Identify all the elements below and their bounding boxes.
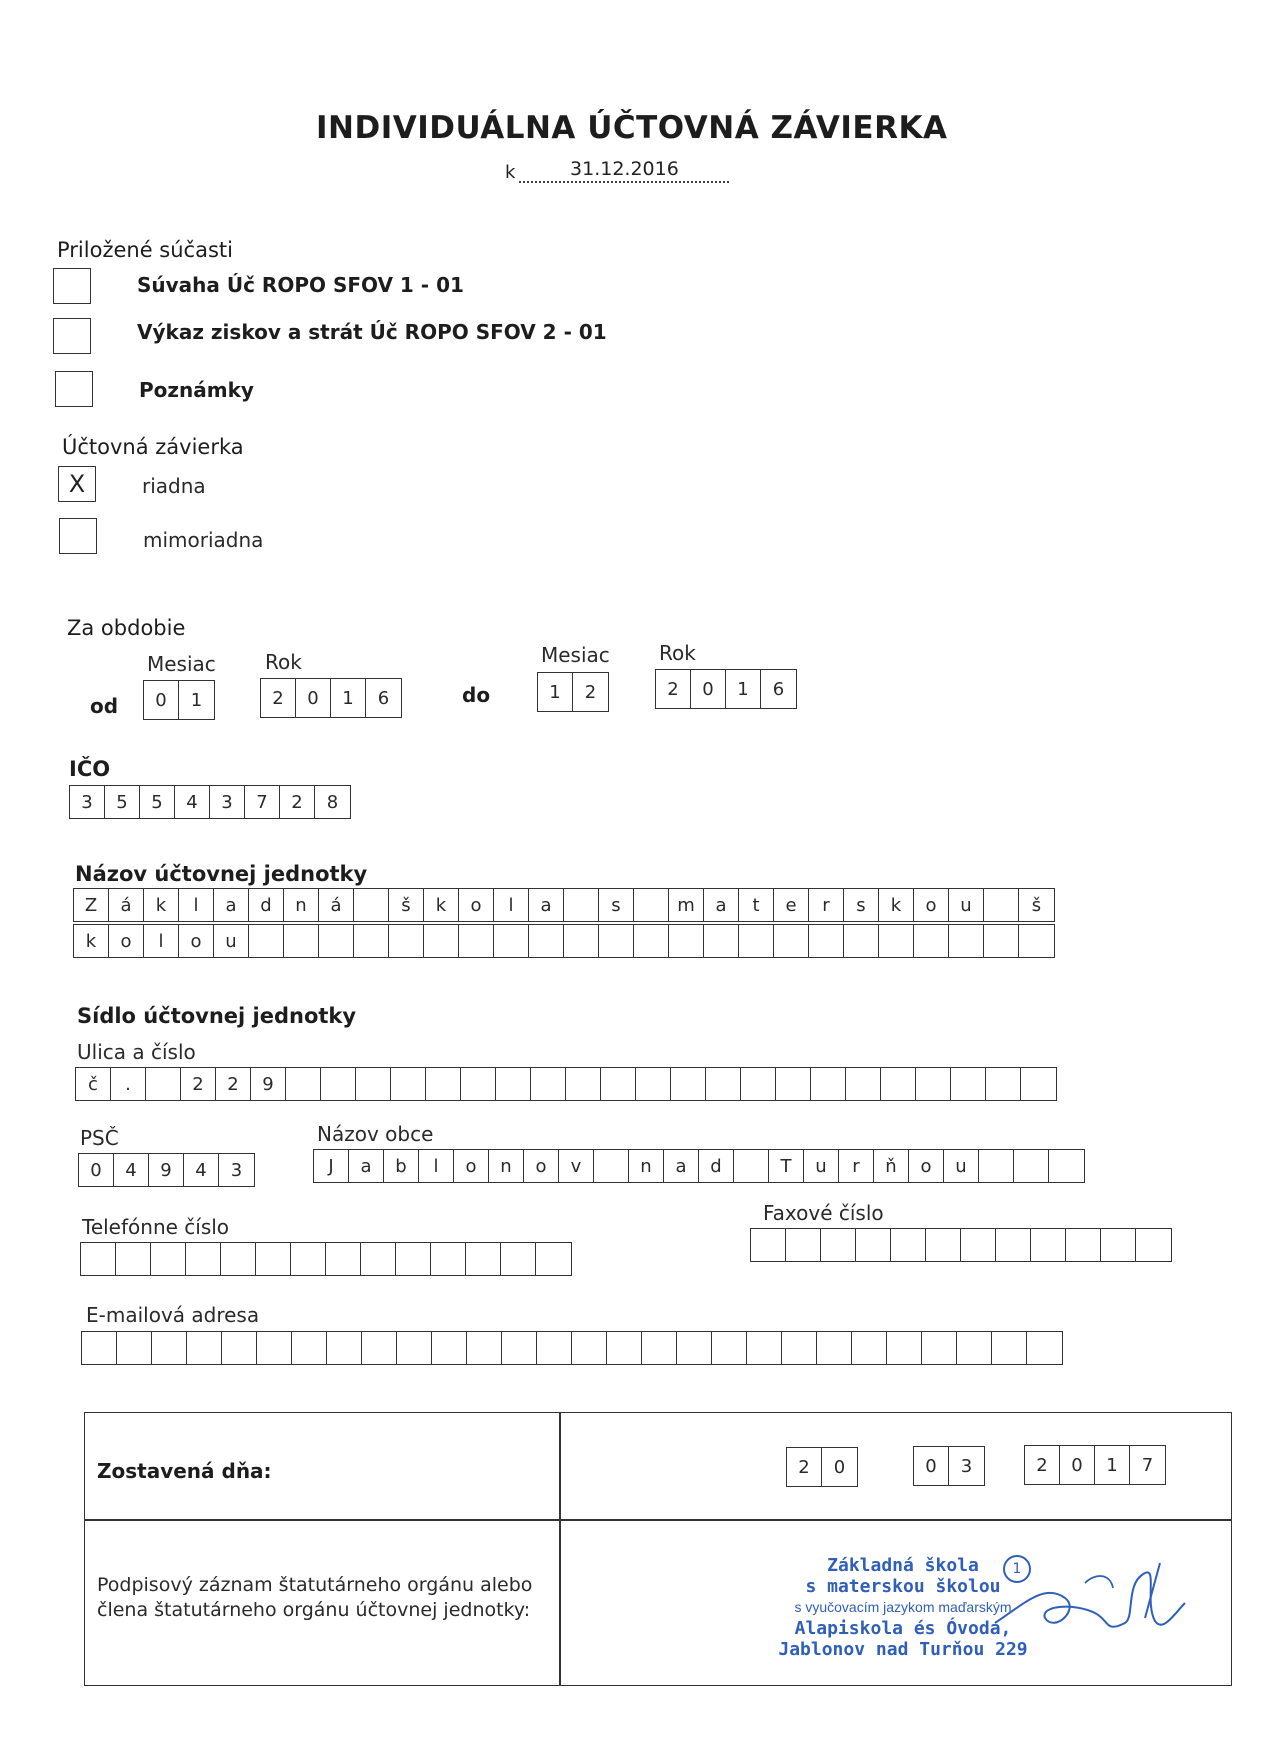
psc-field[interactable] [78,1153,255,1187]
char-cell [957,1332,992,1364]
char-cell [1014,1150,1049,1182]
signature-label-line-1: Podpisový záznam štatutárneho orgánu alebo [97,1574,533,1596]
char-cell [152,1332,187,1364]
char-cell [1049,1150,1084,1182]
digit-cell [291,1243,326,1275]
char-cell: a [214,889,249,921]
char-cell [424,925,459,957]
signature-table [84,1412,1232,1686]
digit-cell [1031,1229,1066,1261]
char-cell: . [111,1068,146,1100]
char-cell [572,1332,607,1364]
digit-cell: 1 [726,670,761,708]
char-cell: J [314,1150,349,1182]
char-cell [327,1332,362,1364]
digit-cell: 1 [190,689,203,711]
closure-heading: Účtovná závierka [62,435,244,459]
char-cell: š [389,889,424,921]
digit-cell [466,1243,501,1275]
char-cell: o [179,925,214,957]
digit-cell: 9 [149,1154,184,1186]
digit-cell: 2 [280,786,315,818]
seat-heading: Sídlo účtovnej jednotky [77,1004,357,1028]
char-cell [642,1332,677,1364]
char-cell: Z [74,889,109,921]
digit-cell [821,1229,856,1261]
digit-cell: 0 [691,670,726,708]
digit-cell: 3 [210,786,245,818]
digit-cell: 2 [261,679,296,717]
char-cell [362,1332,397,1364]
char-cell: r [809,889,844,921]
char-cell: l [179,889,214,921]
char-cell [774,925,809,957]
fax-field[interactable] [750,1228,1172,1262]
date-line [505,158,729,183]
char-cell: 9 [251,1068,286,1100]
char-cell [782,1332,817,1364]
compiled-year-field[interactable] [1024,1445,1166,1485]
digit-cell: 2 [656,670,691,708]
char-cell: o [909,1150,944,1182]
ico-field[interactable] [69,785,351,819]
table-divider-horizontal [85,1519,1231,1521]
unit-name-row-2[interactable] [73,924,1055,958]
char-cell [671,1068,706,1100]
char-cell: k [74,925,109,957]
char-cell: a [349,1150,384,1182]
char-cell [537,1332,572,1364]
char-cell [706,1068,741,1100]
char-cell [979,1150,1014,1182]
char-cell: v [559,1150,594,1182]
compiled-day-field[interactable] [786,1447,858,1487]
stamp-line: s vyučovacím jazykom maďarským [794,1599,1012,1615]
char-cell: r [839,1150,874,1182]
char-cell [601,1068,636,1100]
char-cell [986,1068,1021,1100]
char-cell [669,925,704,957]
char-cell: d [699,1150,734,1182]
char-cell [397,1332,432,1364]
ico-label: IČO [69,757,111,781]
char-cell [459,925,494,957]
street-field[interactable] [75,1067,1057,1101]
char-cell: b [384,1150,419,1182]
char-cell [922,1332,957,1364]
char-cell: u [944,1150,979,1182]
checkbox-suvaha[interactable] [53,268,91,304]
digit-cell [1101,1229,1136,1261]
char-cell [776,1068,811,1100]
digit-cell [81,1243,116,1275]
char-cell [82,1332,117,1364]
char-cell: k [144,889,179,921]
digit-cell [856,1229,891,1261]
char-cell: š [1031,894,1042,916]
char-cell [951,1068,986,1100]
email-label: E-mailová adresa [86,1303,260,1327]
char-cell: o [454,1150,489,1182]
char-cell [566,1068,601,1100]
char-cell [356,1068,391,1100]
char-cell [257,1332,292,1364]
char-cell [634,925,669,957]
digit-cell: 1 [538,673,573,711]
signature-label [97,1573,532,1623]
char-cell: o [524,1150,559,1182]
stamp-line: Základná škola [827,1555,979,1576]
char-cell [594,1150,629,1182]
char-cell: d [249,889,284,921]
unit-name-row-1[interactable] [73,888,1055,922]
compiled-label: Zostavená dňa: [97,1459,272,1483]
digit-cell: 0 [79,1154,114,1186]
char-cell [634,889,669,921]
char-cell [741,1068,776,1100]
char-cell: s [599,889,634,921]
checkbox-mimoriadna[interactable] [59,518,97,554]
char-cell [881,1068,916,1100]
digit-cell: 0 [914,1447,949,1485]
char-cell [284,925,319,957]
char-cell: č [76,1068,111,1100]
char-cell [187,1332,222,1364]
digit-cell: 3 [960,1455,973,1477]
digit-cell: 4 [114,1154,149,1186]
char-cell [879,925,914,957]
char-cell [747,1332,782,1364]
char-cell [984,925,1019,957]
char-cell: k [424,889,459,921]
email-field[interactable] [81,1331,1063,1365]
char-cell [564,925,599,957]
digit-cell: 2 [1025,1446,1060,1484]
digit-cell: 5 [140,786,175,818]
digit-cell: 0 [833,1456,846,1478]
checkbox-riadna[interactable]: X [58,466,96,502]
char-cell: k [879,889,914,921]
digit-cell [116,1243,151,1275]
digit-cell [536,1243,571,1275]
unit-name-label: Názov účtovnej jednotky [75,862,368,886]
digit-cell: 5 [105,786,140,818]
char-cell [817,1332,852,1364]
char-cell: á [319,889,354,921]
digit-cell [1066,1229,1101,1261]
char-cell: o [914,889,949,921]
char-cell: o [459,889,494,921]
to-year-field[interactable] [655,669,797,709]
char-cell: m [669,889,704,921]
table-divider-vertical [559,1413,561,1685]
char-cell [564,889,599,921]
char-cell [852,1332,887,1364]
label-vykaz: Výkaz ziskov a strát Úč ROPO SFOV 2 - 01 [137,320,607,344]
char-cell [636,1068,671,1100]
digit-cell [961,1229,996,1261]
period-heading: Za obdobie [67,616,186,640]
char-cell [1021,1068,1056,1100]
to-month-field[interactable] [537,672,609,712]
char-cell [461,1068,496,1100]
city-field[interactable] [313,1149,1085,1183]
char-cell [984,889,1019,921]
char-cell [222,1332,257,1364]
char-cell: n [489,1150,524,1182]
label-riadna: riadna [142,474,206,498]
char-cell [286,1068,321,1100]
char-cell: s [844,889,879,921]
digit-cell: 0 [1060,1446,1095,1484]
attachments-heading: Priložené súčasti [57,238,233,262]
char-cell [354,889,389,921]
digit-cell: 6 [377,687,390,709]
digit-cell: 4 [175,786,210,818]
char-cell: a [664,1150,699,1182]
char-cell: a [704,889,739,921]
char-cell [319,925,354,957]
from-year-label: Rok [265,650,302,674]
digit-cell: 4 [184,1154,219,1186]
char-cell [467,1332,502,1364]
from-label: od [90,694,119,718]
digit-cell [501,1243,536,1275]
date-field[interactable]: 31.12.2016 [519,158,729,183]
from-year-field[interactable] [260,678,402,718]
digit-cell [431,1243,466,1275]
label-suvaha: Súvaha Úč ROPO SFOV 1 - 01 [137,273,464,297]
checkbox-poznamky[interactable] [55,371,93,407]
char-cell: u [804,1150,839,1182]
char-cell: n [284,889,319,921]
char-cell: l [144,925,179,957]
stamp-line: Jablonov nad Turňou 229 [778,1639,1028,1660]
digit-cell [361,1243,396,1275]
city-label: Názov obce [317,1122,434,1146]
to-month-label: Mesiac [541,643,610,667]
char-cell: a [529,889,564,921]
digit-cell [326,1243,361,1275]
char-cell [389,925,424,957]
char-cell: u [214,925,249,957]
date-prefix: k [505,162,516,183]
digit-cell [396,1243,431,1275]
handwritten-signature [985,1543,1215,1653]
char-cell [249,925,284,957]
digit-cell: 1 [331,679,366,717]
digit-cell: 3 [230,1159,243,1181]
char-cell [391,1068,426,1100]
to-label: do [462,683,491,707]
digit-cell [151,1243,186,1275]
char-cell [811,1068,846,1100]
psc-label: PSČ [80,1126,119,1150]
char-cell [734,1150,769,1182]
digit-cell: 7 [1141,1454,1154,1476]
char-cell [426,1068,461,1100]
compiled-month-field[interactable] [913,1446,985,1486]
digit-cell: 2 [584,681,597,703]
char-cell [1027,1332,1062,1364]
char-cell: l [494,889,529,921]
char-cell [739,925,774,957]
char-cell [321,1068,356,1100]
digit-cell: 8 [326,791,339,813]
digit-cell: 1 [1095,1446,1130,1484]
char-cell [354,925,389,957]
digit-cell [221,1243,256,1275]
char-cell: ň [874,1150,909,1182]
char-cell [846,1068,881,1100]
stamp-number-badge: 1 [1003,1555,1031,1583]
phone-field[interactable] [80,1242,572,1276]
to-year-label: Rok [659,641,696,665]
digit-cell [186,1243,221,1275]
char-cell [599,925,634,957]
digit-cell [751,1229,786,1261]
char-cell [146,1068,181,1100]
char-cell [992,1332,1027,1364]
label-poznamky: Poznámky [139,378,254,402]
digit-cell: 2 [787,1448,822,1486]
digit-cell [786,1229,821,1261]
char-cell [531,1068,566,1100]
from-month-label: Mesiac [147,652,216,676]
from-month-field[interactable] [143,680,215,720]
char-cell: o [109,925,144,957]
char-cell: l [419,1150,454,1182]
digit-cell: 6 [772,678,785,700]
char-cell [704,925,739,957]
digit-cell: 3 [70,786,105,818]
char-cell: 2 [181,1068,216,1100]
digit-cell [1136,1229,1171,1261]
char-cell: e [774,889,809,921]
digit-cell [256,1243,291,1275]
char-cell [502,1332,537,1364]
char-cell: T [769,1150,804,1182]
digit-cell: 0 [144,681,179,719]
char-cell [712,1332,747,1364]
stamp-line: s materskou školou [805,1576,1001,1597]
char-cell: 2 [216,1068,251,1100]
char-cell: n [629,1150,664,1182]
digit-cell: 7 [245,786,280,818]
fax-label: Faxové číslo [763,1201,884,1225]
label-mimoriadna: mimoriadna [143,528,264,552]
checkbox-vykaz[interactable] [53,318,91,354]
char-cell [916,1068,951,1100]
char-cell [914,925,949,957]
digit-cell: 0 [296,679,331,717]
digit-cell [926,1229,961,1261]
char-cell [607,1332,642,1364]
street-label: Ulica a číslo [77,1040,196,1064]
char-cell [809,925,844,957]
char-cell [292,1332,327,1364]
char-cell [887,1332,922,1364]
char-cell: u [949,889,984,921]
digit-cell [891,1229,926,1261]
char-cell [1019,925,1054,957]
digit-cell [996,1229,1031,1261]
stamp-line: Alapiskola és Óvoda, [794,1618,1012,1639]
char-cell: á [109,889,144,921]
char-cell [949,925,984,957]
char-cell [494,925,529,957]
phone-label: Telefónne číslo [82,1215,230,1239]
char-cell [117,1332,152,1364]
char-cell [529,925,564,957]
char-cell: t [739,889,774,921]
char-cell [844,925,879,957]
document-title: INDIVIDUÁLNA ÚČTOVNÁ ZÁVIERKA [316,110,948,146]
char-cell [432,1332,467,1364]
signature-label-line-2: člena štatutárneho orgánu účtovnej jednotky: [97,1599,531,1621]
char-cell [677,1332,712,1364]
char-cell [496,1068,531,1100]
